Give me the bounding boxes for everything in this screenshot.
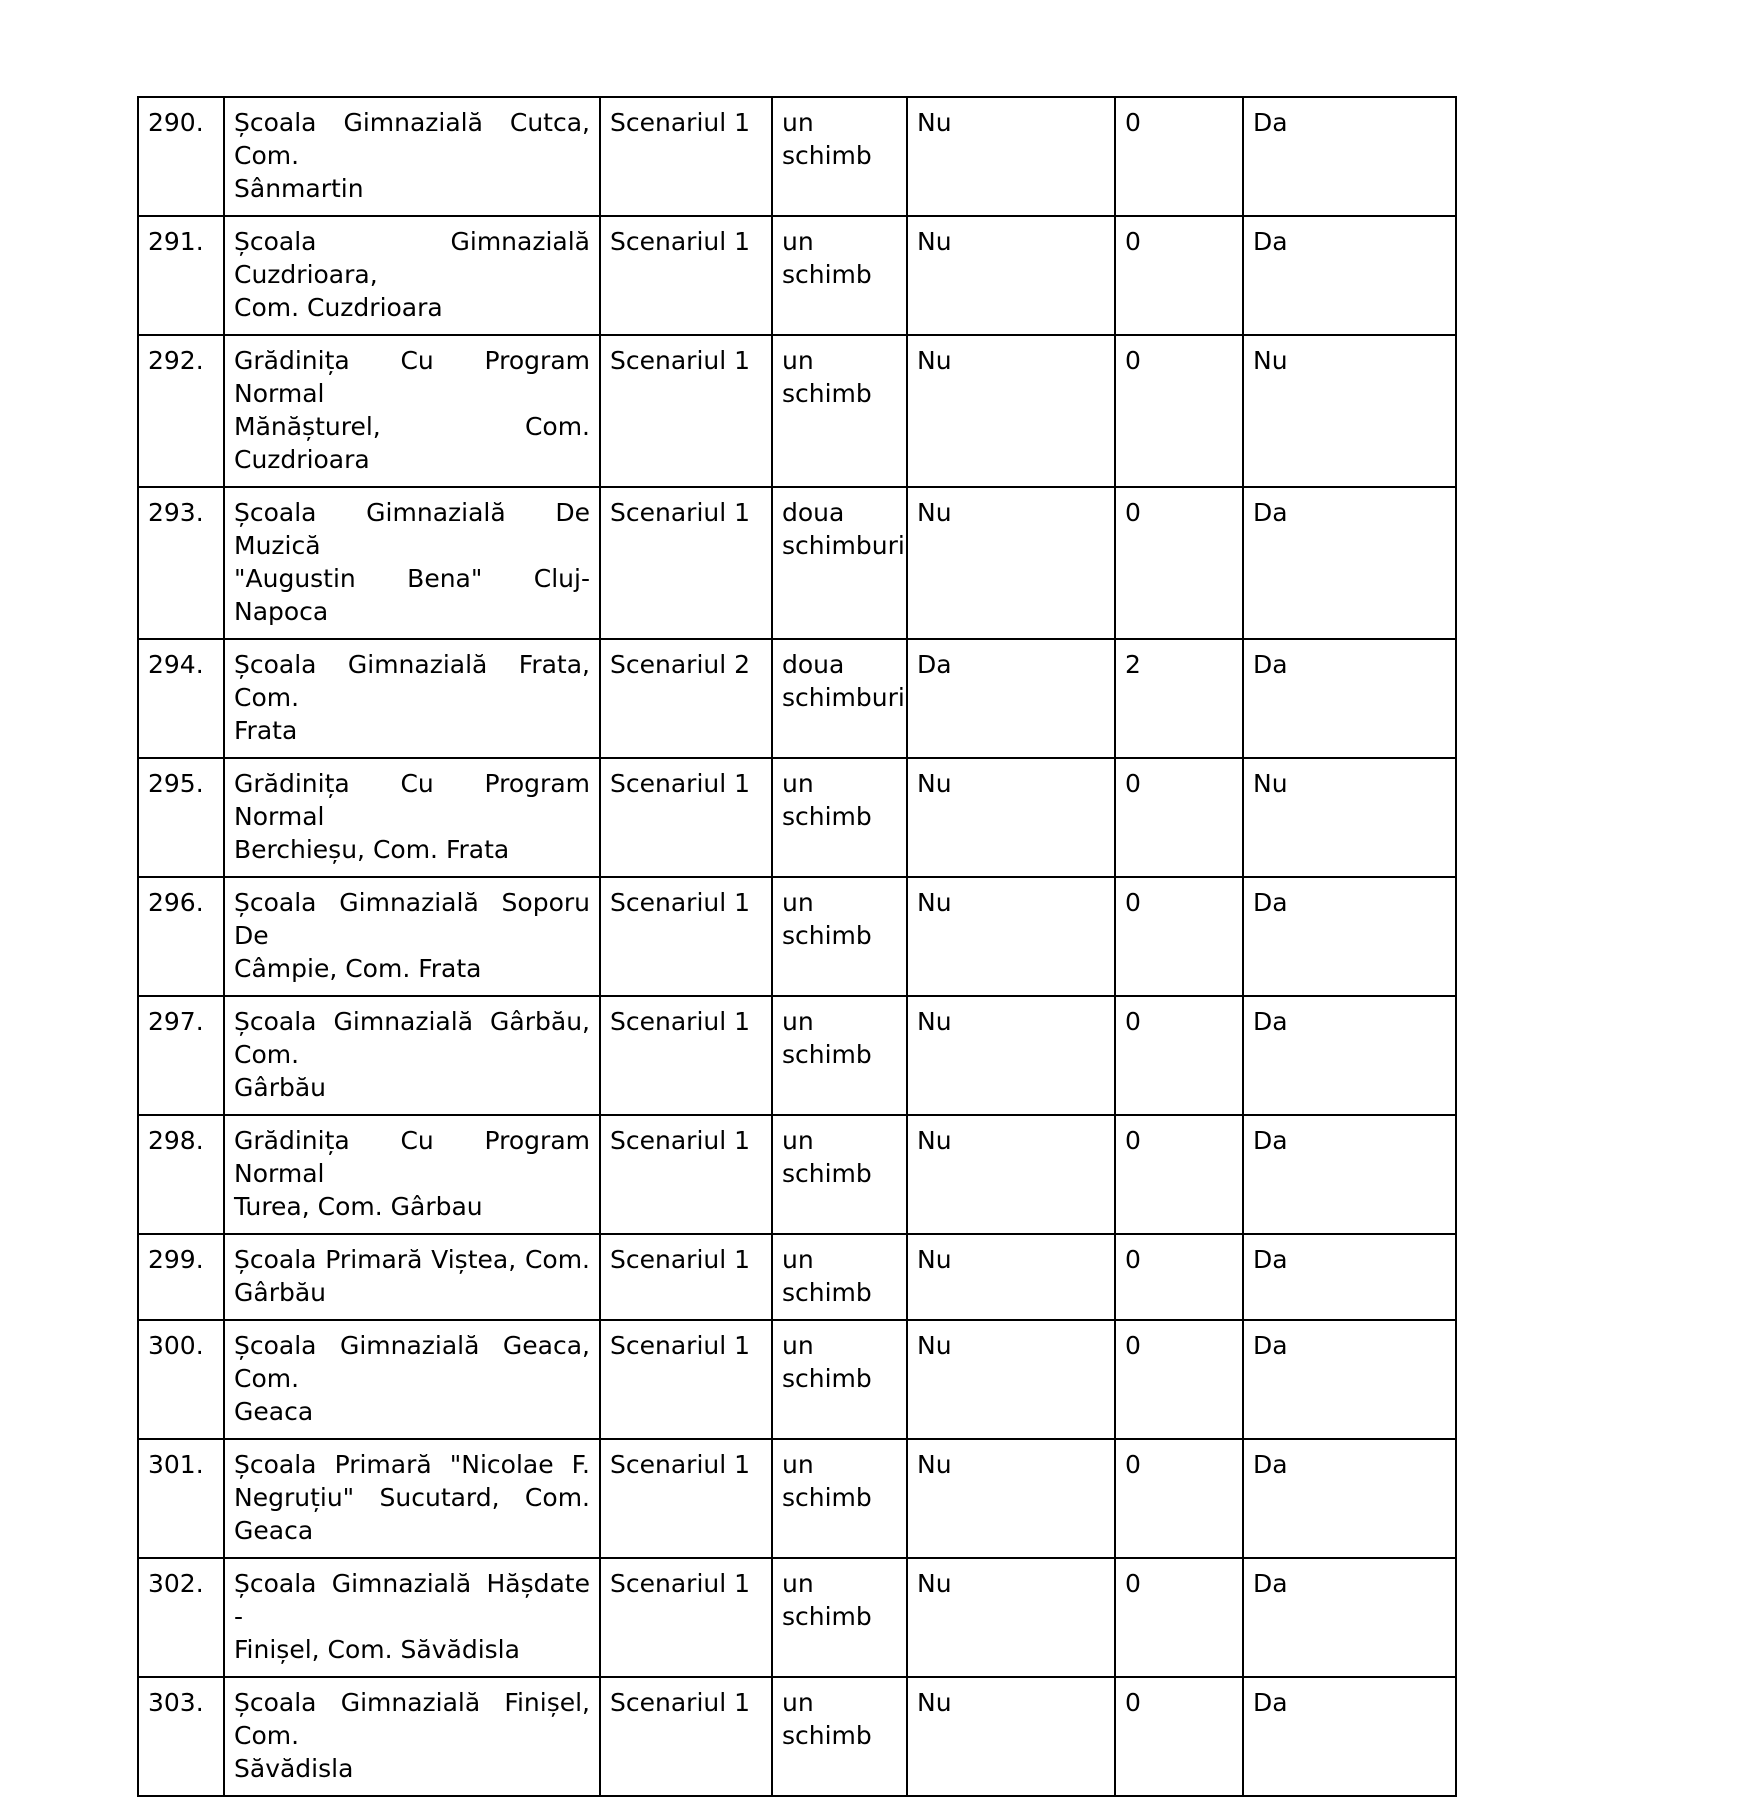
school-name-line-2: Sânmartin <box>234 174 364 203</box>
scenario-cell: Scenariul 1 <box>600 1439 772 1558</box>
table-row <box>138 996 1456 1115</box>
final-flag-cell: Da <box>1243 487 1456 639</box>
cases-flag-cell: Nu <box>907 1320 1115 1439</box>
final-flag-cell: Da <box>1243 1115 1456 1234</box>
school-name-cell <box>224 1320 600 1439</box>
cases-count-cell: 0 <box>1115 1234 1243 1320</box>
row-number-cell: 291. <box>138 216 224 335</box>
school-name-line-2: Com. Cuzdrioara <box>234 293 443 322</box>
school-name-line-1: Școala Gimnazială Cutca, Com. <box>234 108 590 170</box>
school-name-cell <box>224 877 600 996</box>
shifts-line-2: schimburi <box>782 683 905 712</box>
school-name-line-2: Frata <box>234 716 298 745</box>
cases-count-cell: 0 <box>1115 1677 1243 1796</box>
table-row <box>138 877 1456 996</box>
final-flag-cell: Da <box>1243 1439 1456 1558</box>
table-row <box>138 1234 1456 1320</box>
school-name-line-2: "Augustin Bena" Cluj-Napoca <box>234 564 590 626</box>
shifts-line-1: doua <box>782 650 845 679</box>
shifts-cell <box>772 1234 907 1320</box>
table-container <box>137 96 1455 1797</box>
cases-count-cell: 0 <box>1115 487 1243 639</box>
cases-flag-cell: Nu <box>907 996 1115 1115</box>
table-row <box>138 335 1456 487</box>
scenario-cell: Scenariul 1 <box>600 877 772 996</box>
scenario-cell: Scenariul 1 <box>600 216 772 335</box>
cases-flag-cell: Nu <box>907 1234 1115 1320</box>
shifts-cell <box>772 335 907 487</box>
cases-flag-cell: Nu <box>907 758 1115 877</box>
shifts-cell <box>772 1320 907 1439</box>
shifts-line-1: un schimb <box>782 1007 872 1069</box>
final-flag-cell: Da <box>1243 996 1456 1115</box>
scenario-cell: Scenariul 1 <box>600 1320 772 1439</box>
school-name-cell <box>224 1439 600 1558</box>
final-flag-cell: Nu <box>1243 335 1456 487</box>
shifts-cell <box>772 996 907 1115</box>
school-name-line-2: Gârbău <box>234 1278 327 1307</box>
row-number-cell: 297. <box>138 996 224 1115</box>
school-name-cell <box>224 335 600 487</box>
table-row <box>138 487 1456 639</box>
table-row <box>138 1115 1456 1234</box>
school-name-cell <box>224 216 600 335</box>
shifts-cell <box>772 877 907 996</box>
scenario-cell: Scenariul 1 <box>600 758 772 877</box>
cases-flag-cell: Nu <box>907 1558 1115 1677</box>
final-flag-cell: Da <box>1243 1234 1456 1320</box>
final-flag-cell: Da <box>1243 1558 1456 1677</box>
scenario-cell: Scenariul 2 <box>600 639 772 758</box>
scenario-cell: Scenariul 1 <box>600 1234 772 1320</box>
scenario-cell: Scenariul 1 <box>600 1677 772 1796</box>
school-name-line-2: Turea, Com. Gârbau <box>234 1192 483 1221</box>
school-name-cell <box>224 996 600 1115</box>
shifts-cell <box>772 639 907 758</box>
shifts-line-1: un schimb <box>782 1331 872 1393</box>
school-name-cell <box>224 758 600 877</box>
shifts-cell <box>772 758 907 877</box>
school-name-line-1: Școala Gimnazială Soporu De <box>234 888 590 950</box>
table-body <box>138 97 1456 1796</box>
final-flag-cell: Da <box>1243 877 1456 996</box>
school-name-line-1: Grădinița Cu Program Normal <box>234 346 590 408</box>
shifts-cell <box>772 1115 907 1234</box>
school-name-line-2: Câmpie, Com. Frata <box>234 954 482 983</box>
table-row <box>138 639 1456 758</box>
shifts-cell <box>772 97 907 216</box>
table-row <box>138 216 1456 335</box>
cases-flag-cell: Nu <box>907 97 1115 216</box>
cases-flag-cell: Nu <box>907 1439 1115 1558</box>
row-number-cell: 301. <box>138 1439 224 1558</box>
schools-scenarios-table <box>137 96 1457 1797</box>
school-name-line-1: Școala Primară "Nicolae F. <box>234 1450 590 1479</box>
final-flag-cell: Da <box>1243 97 1456 216</box>
school-name-cell <box>224 97 600 216</box>
cases-count-cell: 0 <box>1115 1558 1243 1677</box>
shifts-line-1: un schimb <box>782 227 872 289</box>
shifts-line-1: un schimb <box>782 769 872 831</box>
scenario-cell: Scenariul 1 <box>600 996 772 1115</box>
shifts-cell <box>772 1439 907 1558</box>
school-name-line-1: Școala Gimnazială De Muzică <box>234 498 590 560</box>
final-flag-cell: Da <box>1243 639 1456 758</box>
row-number-cell: 302. <box>138 1558 224 1677</box>
row-number-cell: 293. <box>138 487 224 639</box>
school-name-line-1: Școala Gimnazială Hășdate - <box>234 1569 590 1631</box>
cases-count-cell: 0 <box>1115 97 1243 216</box>
school-name-cell <box>224 1677 600 1796</box>
shifts-line-1: un schimb <box>782 1245 872 1307</box>
school-name-line-1: Școala Gimnazială Cuzdrioara, <box>234 227 590 289</box>
school-name-cell <box>224 1234 600 1320</box>
cases-flag-cell: Nu <box>907 487 1115 639</box>
row-number-cell: 303. <box>138 1677 224 1796</box>
cases-count-cell: 0 <box>1115 335 1243 487</box>
shifts-cell <box>772 216 907 335</box>
school-name-line-1: Școala Gimnazială Geaca, Com. <box>234 1331 590 1393</box>
cases-flag-cell: Nu <box>907 1677 1115 1796</box>
school-name-line-1: Școala Gimnazială Finișel, Com. <box>234 1688 590 1750</box>
cases-flag-cell: Da <box>907 639 1115 758</box>
school-name-line-1: Grădinița Cu Program Normal <box>234 769 590 831</box>
cases-count-cell: 0 <box>1115 1115 1243 1234</box>
shifts-line-1: un schimb <box>782 1450 872 1512</box>
cases-flag-cell: Nu <box>907 216 1115 335</box>
shifts-line-1: doua <box>782 498 845 527</box>
cases-flag-cell: Nu <box>907 335 1115 487</box>
cases-flag-cell: Nu <box>907 1115 1115 1234</box>
row-number-cell: 294. <box>138 639 224 758</box>
scenario-cell: Scenariul 1 <box>600 1115 772 1234</box>
shifts-line-1: un schimb <box>782 1688 872 1750</box>
scenario-cell: Scenariul 1 <box>600 335 772 487</box>
school-name-line-2: Mănășturel, Com. Cuzdrioara <box>234 412 590 474</box>
row-number-cell: 290. <box>138 97 224 216</box>
table-row <box>138 1439 1456 1558</box>
school-name-line-2: Geaca <box>234 1397 314 1426</box>
cases-count-cell: 0 <box>1115 758 1243 877</box>
cases-count-cell: 0 <box>1115 1439 1243 1558</box>
cases-count-cell: 0 <box>1115 1320 1243 1439</box>
shifts-cell <box>772 487 907 639</box>
final-flag-cell: Da <box>1243 1677 1456 1796</box>
school-name-line-2: Negruțiu" Sucutard, Com. Geaca <box>234 1483 590 1545</box>
final-flag-cell: Da <box>1243 216 1456 335</box>
shifts-line-1: un schimb <box>782 346 872 408</box>
final-flag-cell: Da <box>1243 1320 1456 1439</box>
row-number-cell: 292. <box>138 335 224 487</box>
shifts-cell <box>772 1677 907 1796</box>
table-row <box>138 1320 1456 1439</box>
final-flag-cell: Nu <box>1243 758 1456 877</box>
table-row <box>138 758 1456 877</box>
school-name-line-2: Berchieșu, Com. Frata <box>234 835 510 864</box>
cases-flag-cell: Nu <box>907 877 1115 996</box>
table-row <box>138 97 1456 216</box>
school-name-line-2: Gârbău <box>234 1073 327 1102</box>
school-name-line-1: Școala Primară Viștea, Com. <box>234 1245 590 1274</box>
scenario-cell: Scenariul 1 <box>600 487 772 639</box>
row-number-cell: 296. <box>138 877 224 996</box>
school-name-line-1: Școala Gimnazială Gârbău, Com. <box>234 1007 590 1069</box>
row-number-cell: 300. <box>138 1320 224 1439</box>
school-name-cell <box>224 1558 600 1677</box>
cases-count-cell: 2 <box>1115 639 1243 758</box>
scenario-cell: Scenariul 1 <box>600 1558 772 1677</box>
school-name-line-1: Grădinița Cu Program Normal <box>234 1126 590 1188</box>
table-row <box>138 1677 1456 1796</box>
school-name-line-2: Finișel, Com. Săvădisla <box>234 1635 520 1664</box>
scenario-cell: Scenariul 1 <box>600 97 772 216</box>
school-name-line-2: Săvădisla <box>234 1754 354 1783</box>
shifts-line-1: un schimb <box>782 888 872 950</box>
shifts-line-1: un schimb <box>782 108 872 170</box>
row-number-cell: 295. <box>138 758 224 877</box>
row-number-cell: 299. <box>138 1234 224 1320</box>
shifts-line-1: un schimb <box>782 1569 872 1631</box>
shifts-line-1: un schimb <box>782 1126 872 1188</box>
row-number-cell: 298. <box>138 1115 224 1234</box>
table-row <box>138 1558 1456 1677</box>
cases-count-cell: 0 <box>1115 996 1243 1115</box>
school-name-cell <box>224 487 600 639</box>
school-name-line-1: Școala Gimnazială Frata, Com. <box>234 650 590 712</box>
school-name-cell <box>224 639 600 758</box>
cases-count-cell: 0 <box>1115 877 1243 996</box>
shifts-line-2: schimburi <box>782 531 905 560</box>
shifts-cell <box>772 1558 907 1677</box>
cases-count-cell: 0 <box>1115 216 1243 335</box>
school-name-cell <box>224 1115 600 1234</box>
